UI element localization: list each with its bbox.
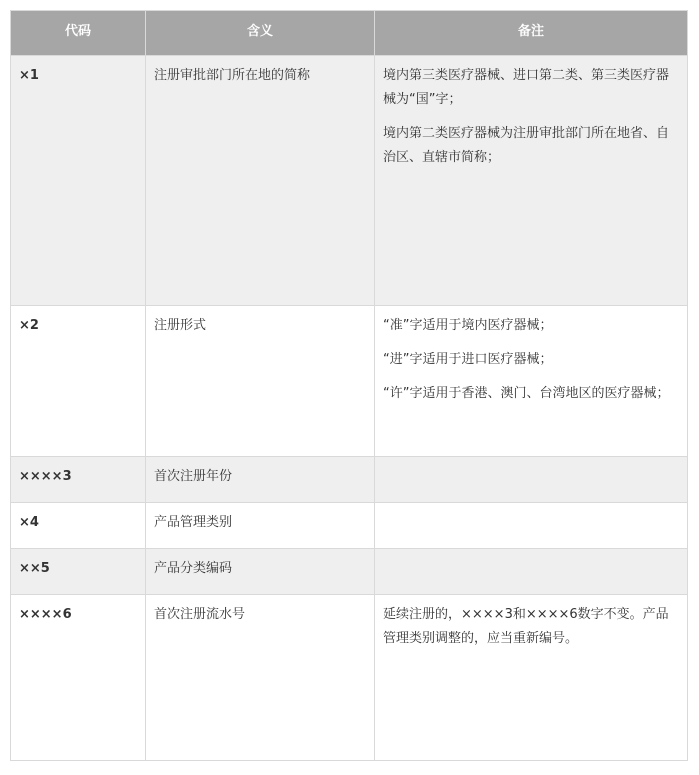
note-text: “进”字适用于进口医疗器械； — [383, 352, 553, 367]
cell-code: ×2 — [11, 306, 146, 457]
cell-meaning: 产品分类编码 — [146, 549, 375, 595]
registration-code-table — [10, 10, 688, 761]
table-row — [11, 503, 688, 549]
cell-notes — [375, 549, 688, 595]
cell-notes — [375, 457, 688, 503]
cell-code: ××××6 — [11, 595, 146, 761]
table-row — [11, 56, 688, 306]
cell-code: ×4 — [11, 503, 146, 549]
table-row — [11, 595, 688, 761]
note-text: “许”字适用于香港、澳门、台湾地区的医疗器械； — [383, 386, 670, 401]
header-meaning: 含义 — [146, 11, 375, 56]
registration-code-table-container — [10, 10, 687, 761]
note-text: “准”字适用于境内医疗器械； — [383, 318, 553, 333]
table-header-row — [11, 11, 688, 56]
cell-notes — [375, 56, 688, 306]
header-notes: 备注 — [375, 11, 688, 56]
cell-meaning: 注册审批部门所在地的简称 — [146, 56, 375, 306]
cell-meaning: 注册形式 — [146, 306, 375, 457]
note-text: 延续注册的，××××3和××××6数字不变。产品管理类别调整的，应当重新编号。 — [383, 607, 669, 646]
cell-code: ××5 — [11, 549, 146, 595]
cell-meaning: 产品管理类别 — [146, 503, 375, 549]
cell-notes — [375, 306, 688, 457]
table-row — [11, 457, 688, 503]
cell-code: ××××3 — [11, 457, 146, 503]
table-row — [11, 549, 688, 595]
cell-meaning: 首次注册年份 — [146, 457, 375, 503]
note-text: 境内第三类医疗器械、进口第二类、第三类医疗器械为“国”字； — [383, 68, 670, 107]
table-row — [11, 306, 688, 457]
note-text: 境内第二类医疗器械为注册审批部门所在地省、自治区、直辖市简称； — [383, 126, 670, 165]
cell-code: ×1 — [11, 56, 146, 306]
cell-meaning: 首次注册流水号 — [146, 595, 375, 761]
header-code: 代码 — [11, 11, 146, 56]
cell-notes — [375, 503, 688, 549]
cell-notes — [375, 595, 688, 761]
